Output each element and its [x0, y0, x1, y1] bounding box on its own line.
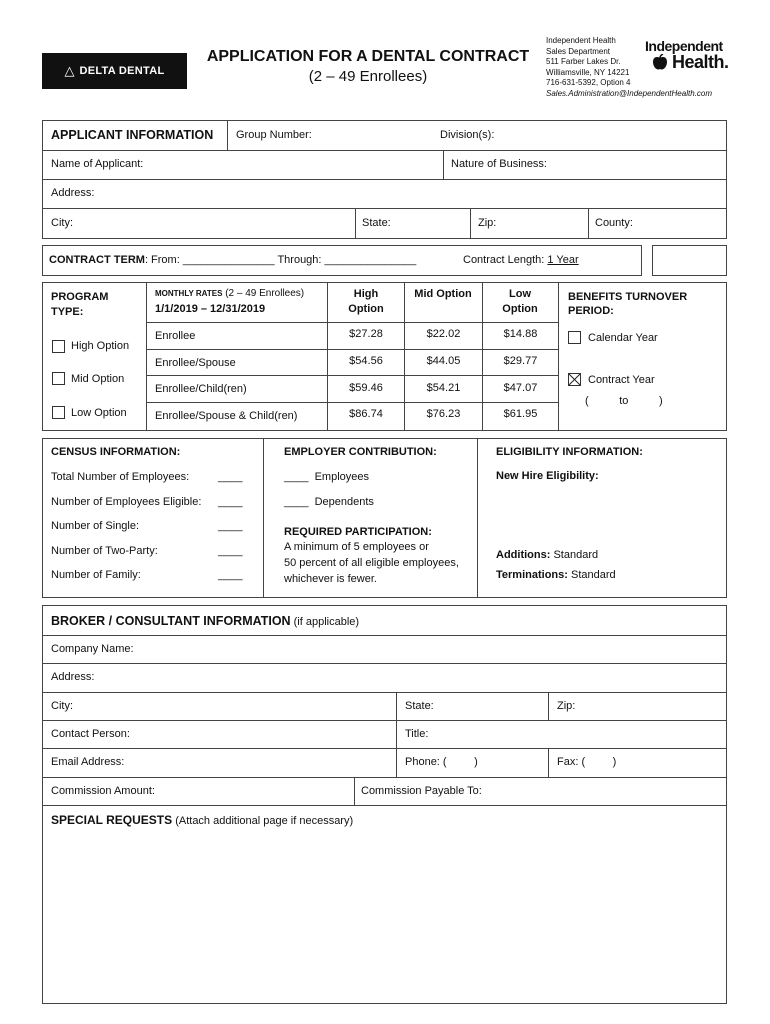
applicant-address-field[interactable]: Address:	[51, 187, 95, 199]
census-section	[42, 438, 727, 598]
high-option-label: High Option	[71, 340, 130, 352]
new-hire-eligibility: New Hire Eligibility:	[496, 470, 599, 482]
contract-term-side-box	[652, 245, 727, 276]
page-title: APPLICATION FOR A DENTAL CONTRACT	[206, 48, 530, 65]
terminations: Terminations: Standard	[496, 569, 616, 581]
applicant-county-field[interactable]: County:	[595, 217, 633, 229]
applicant-name-field[interactable]: Name of Applicant:	[51, 158, 144, 170]
applicant-heading: APPLICANT INFORMATION	[51, 128, 214, 142]
census-item: Number of Employees Eligible:	[51, 496, 202, 508]
group-number-field[interactable]: Group Number:	[236, 129, 312, 141]
broker-contact-field[interactable]: Contact Person:	[51, 728, 130, 740]
apple-icon	[651, 54, 669, 72]
rate-row-label: Enrollee/Spouse	[155, 357, 236, 369]
rates-dates: 1/1/2019 – 12/31/2019	[155, 303, 266, 315]
mid-option-label: Mid Option	[71, 373, 125, 385]
contract-year-range[interactable]: ( to )	[585, 395, 663, 407]
contract-year-label: Contract Year	[588, 374, 655, 386]
contract-length: Contract Length: 1 Year	[463, 254, 579, 266]
commission-amount-field[interactable]: Commission Amount:	[51, 785, 155, 797]
checked-x-icon	[569, 374, 580, 385]
census-heading: CENSUS INFORMATION:	[51, 446, 181, 458]
eligibility-heading: ELIGIBILITY INFORMATION:	[496, 446, 643, 458]
rate-row-label: Enrollee/Spouse & Child(ren)	[155, 410, 298, 422]
contract-term-label: CONTRACT TERM	[49, 254, 145, 266]
calendar-year-checkbox[interactable]	[568, 331, 581, 344]
special-requests-heading: SPECIAL REQUESTS (Attach additional page if necessary)	[51, 813, 354, 827]
contract-term-dates[interactable]: : From: _______________ Through: _______________	[144, 254, 417, 266]
benefits-turnover-label: BENEFITS TURNOVER PERIOD:	[568, 291, 688, 317]
broker-title-field[interactable]: Title:	[405, 728, 429, 740]
broker-address-field[interactable]: Address:	[51, 671, 95, 683]
census-blank[interactable]: ____	[218, 496, 243, 508]
col-mid-option: Mid Option	[414, 288, 472, 300]
col-high-option: High Option	[348, 288, 384, 315]
census-item: Total Number of Employees:	[51, 471, 190, 483]
monthly-rates-heading: MONTHLY RATES (2 – 49 Enrollees)	[155, 288, 305, 299]
required-participation-heading: REQUIRED PARTICIPATION:	[284, 526, 432, 538]
census-blank[interactable]: ____	[218, 545, 243, 557]
rate-cell: $47.07	[503, 382, 538, 394]
rate-cell: $44.05	[426, 355, 461, 367]
contract-term-row	[49, 254, 416, 266]
required-line: A minimum of 5 employees or	[284, 541, 429, 553]
broker-fax-field[interactable]: Fax: ( )	[557, 756, 617, 768]
census-item: Number of Single:	[51, 520, 140, 532]
applicant-state-field[interactable]: State:	[362, 217, 391, 229]
mid-option-checkbox[interactable]	[52, 372, 65, 385]
independent-health-logo: Independent Health.	[645, 38, 729, 72]
applicant-zip-field[interactable]: Zip:	[478, 217, 497, 229]
census-item: Number of Family:	[51, 569, 141, 581]
census-blank[interactable]: ____	[218, 471, 243, 483]
rate-row-label: Enrollee/Child(ren)	[155, 383, 247, 395]
rate-cell: $14.88	[503, 328, 538, 340]
employees-contribution[interactable]: ____ Employees	[284, 471, 369, 483]
page-subtitle: (2 – 49 Enrollees)	[308, 68, 428, 85]
required-line: 50 percent of all eligible employees,	[284, 557, 459, 569]
broker-city-field[interactable]: City:	[51, 700, 73, 712]
divisions-field[interactable]: Division(s):	[440, 129, 495, 141]
additions: Additions: Standard	[496, 549, 599, 561]
rate-cell: $54.56	[349, 355, 383, 367]
rate-cell: $61.95	[503, 408, 538, 420]
high-option-checkbox[interactable]	[52, 340, 65, 353]
census-item: Number of Two-Party:	[51, 545, 158, 557]
commission-payable-field[interactable]: Commission Payable To:	[361, 785, 482, 797]
census-blank[interactable]: ____	[218, 520, 243, 532]
delta-dental-logo: △ DELTA DENTAL	[42, 53, 187, 89]
broker-email-field[interactable]: Email Address:	[51, 756, 125, 768]
special-requests-area[interactable]	[44, 832, 725, 1002]
low-option-checkbox[interactable]	[52, 406, 65, 419]
contract-year-checkbox[interactable]	[568, 373, 581, 386]
rate-cell: $59.46	[349, 382, 383, 394]
calendar-year-label: Calendar Year	[588, 332, 658, 344]
dependents-contribution[interactable]: ____ Dependents	[284, 496, 374, 508]
employer-contribution-heading: EMPLOYER CONTRIBUTION:	[284, 446, 437, 458]
applicant-city-field[interactable]: City:	[51, 217, 73, 229]
low-option-label: Low Option	[71, 407, 127, 419]
rate-cell: $22.02	[426, 328, 461, 340]
broker-heading: BROKER / CONSULTANT INFORMATION (if applicable)	[51, 614, 360, 628]
rate-cell: $86.74	[349, 408, 383, 420]
required-line: whichever is fewer.	[284, 573, 377, 585]
nature-of-business-field[interactable]: Nature of Business:	[451, 158, 547, 170]
rate-cell: $29.77	[503, 355, 538, 367]
sales-address: Independent Health Sales Department 511 Farber Lakes Dr. Williamsville, NY 14221 716-631-5392, Option 4 Sales.Administration@IndependentHealth.com	[546, 36, 712, 98]
census-blank[interactable]: ____	[218, 569, 243, 581]
broker-zip-field[interactable]: Zip:	[557, 700, 576, 712]
col-low-option: Low Option	[502, 288, 538, 315]
rate-cell: $76.23	[426, 408, 461, 420]
rate-row-label: Enrollee	[155, 330, 196, 342]
delta-triangle-icon: △	[64, 63, 75, 78]
contract-length-value: 1 Year	[547, 254, 579, 266]
broker-company-field[interactable]: Company Name:	[51, 643, 134, 655]
broker-state-field[interactable]: State:	[405, 700, 434, 712]
rate-cell: $54.21	[426, 382, 461, 394]
program-type-label: PROGRAM TYPE:	[51, 291, 109, 318]
rate-cell: $27.28	[349, 328, 383, 340]
broker-phone-field[interactable]: Phone: ( )	[405, 756, 478, 768]
